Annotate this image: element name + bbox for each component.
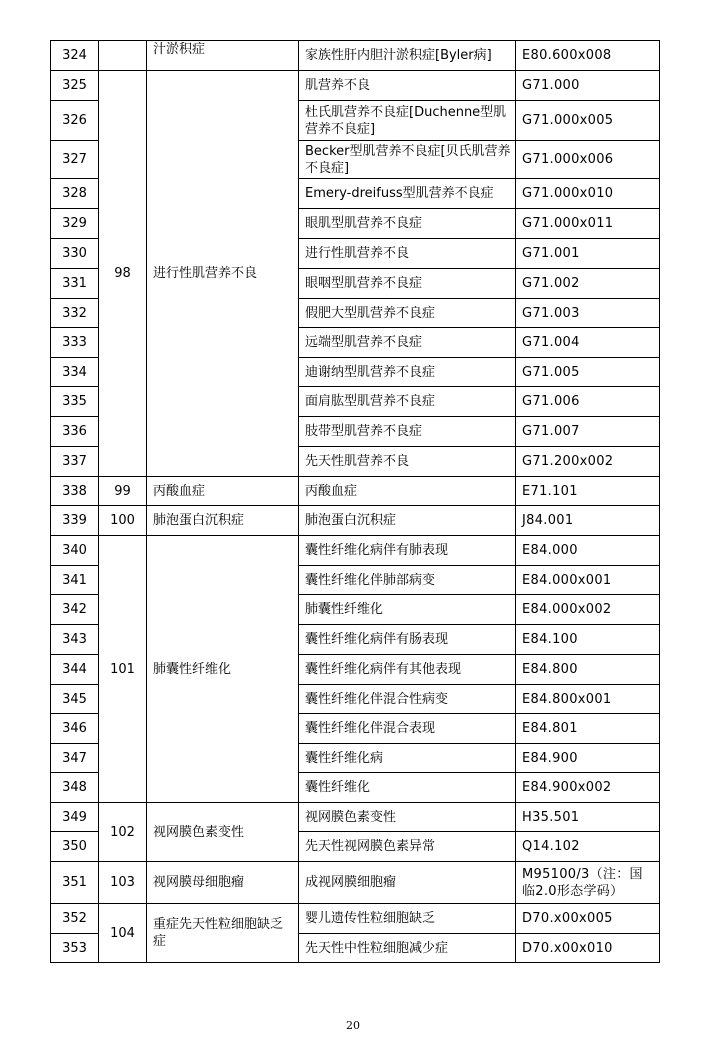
diagnosis-name: 眼肌型肌营养不良症 [299, 209, 516, 239]
diagnosis-name: 囊性纤维化 [299, 773, 516, 803]
diagnosis-code: G71.000x010 [516, 179, 660, 209]
diagnosis-name: 肺囊性纤维化 [299, 595, 516, 625]
diagnosis-code: E84.801 [516, 714, 660, 744]
diagnosis-name: 假肥大型肌营养不良症 [299, 299, 516, 328]
row-number: 338 [51, 477, 99, 506]
diagnosis-name: Becker型肌营养不良症[贝氏肌营养不良症] [299, 141, 516, 179]
group-number: 101 [99, 536, 147, 803]
row-number: 340 [51, 536, 99, 566]
diagnosis-name: 囊性纤维化病伴有其他表现 [299, 655, 516, 685]
row-number: 348 [51, 773, 99, 803]
diagnosis-name: 眼咽型肌营养不良症 [299, 269, 516, 299]
diagnosis-name: 囊性纤维化伴肺部病变 [299, 566, 516, 595]
diagnosis-code: G71.000x005 [516, 101, 660, 141]
row-number: 334 [51, 358, 99, 387]
row-number: 326 [51, 101, 99, 141]
diagnosis-name: 肌营养不良 [299, 71, 516, 101]
row-number: 347 [51, 744, 99, 773]
diagnosis-name: 杜氏肌营养不良症[Duchenne型肌营养不良症] [299, 101, 516, 141]
row-number: 333 [51, 328, 99, 358]
diagnosis-code: D70.x00x005 [516, 904, 660, 934]
diagnosis-name: 囊性纤维化病伴有肠表现 [299, 625, 516, 655]
group-name: 重症先天性粒细胞缺乏症 [147, 904, 299, 963]
group-number: 104 [99, 904, 147, 963]
diagnosis-name: 迪谢纳型肌营养不良症 [299, 358, 516, 387]
group-name: 丙酸血症 [147, 477, 299, 506]
group-name: 汁淤积症 [147, 41, 299, 71]
diagnosis-name: 囊性纤维化病 [299, 744, 516, 773]
row-number: 351 [51, 862, 99, 904]
diagnosis-name: 先天性视网膜色素异常 [299, 832, 516, 862]
row-number: 330 [51, 239, 99, 269]
diagnosis-code: G71.003 [516, 299, 660, 328]
group-number: 98 [99, 71, 147, 477]
page-number: 20 [346, 1019, 360, 1032]
diagnosis-code: G71.000 [516, 71, 660, 101]
row-number: 350 [51, 832, 99, 862]
diagnosis-code: G71.001 [516, 239, 660, 269]
diagnosis-code: E84.900 [516, 744, 660, 773]
row-number: 346 [51, 714, 99, 744]
diagnosis-code: G71.004 [516, 328, 660, 358]
row-number: 331 [51, 269, 99, 299]
diagnosis-name: 远端型肌营养不良症 [299, 328, 516, 358]
diagnosis-name: 囊性纤维化伴混合性病变 [299, 685, 516, 714]
group-name: 视网膜母细胞瘤 [147, 862, 299, 904]
diagnosis-code: E84.000 [516, 536, 660, 566]
group-name: 肺囊性纤维化 [147, 536, 299, 803]
diagnosis-code: E71.101 [516, 477, 660, 506]
diagnosis-code: D70.x00x010 [516, 934, 660, 963]
diagnosis-code: G71.002 [516, 269, 660, 299]
group-name: 肺泡蛋白沉积症 [147, 506, 299, 536]
diagnosis-code: G71.200x002 [516, 447, 660, 477]
diagnosis-code: G71.005 [516, 358, 660, 387]
group-name: 视网膜色素变性 [147, 803, 299, 862]
diagnosis-name: Emery-dreifuss型肌营养不良症 [299, 179, 516, 209]
row-number: 352 [51, 904, 99, 934]
diagnosis-name: 进行性肌营养不良 [299, 239, 516, 269]
diagnosis-name: 肢带型肌营养不良症 [299, 417, 516, 447]
row-number: 325 [51, 71, 99, 101]
row-number: 341 [51, 566, 99, 595]
row-number: 336 [51, 417, 99, 447]
row-number: 345 [51, 685, 99, 714]
diagnosis-name: 肺泡蛋白沉积症 [299, 506, 516, 536]
diagnosis-code: M95100/3（注：国临2.0形态学码） [516, 862, 660, 904]
row-number: 335 [51, 387, 99, 417]
diagnosis-name: 婴儿遗传性粒细胞缺乏 [299, 904, 516, 934]
diagnosis-name: 丙酸血症 [299, 477, 516, 506]
row-number: 337 [51, 447, 99, 477]
diagnosis-code: E84.900x002 [516, 773, 660, 803]
diagnosis-code: G71.000x006 [516, 141, 660, 179]
diagnosis-name: 面肩肱型肌营养不良症 [299, 387, 516, 417]
diagnosis-code: G71.000x011 [516, 209, 660, 239]
group-number: 99 [99, 477, 147, 506]
diagnosis-code: E80.600x008 [516, 41, 660, 71]
row-number: 344 [51, 655, 99, 685]
diagnosis-code: E84.800x001 [516, 685, 660, 714]
row-number: 342 [51, 595, 99, 625]
diagnosis-name: 先天性肌营养不良 [299, 447, 516, 477]
diagnosis-code: G71.006 [516, 387, 660, 417]
diagnosis-name: 囊性纤维化病伴有肺表现 [299, 536, 516, 566]
row-number: 327 [51, 141, 99, 179]
group-number [99, 41, 147, 71]
diagnosis-name: 成视网膜细胞瘤 [299, 862, 516, 904]
row-number: 339 [51, 506, 99, 536]
diagnosis-name: 家族性肝内胆汁淤积症[Byler病] [299, 41, 516, 71]
diagnosis-code: E84.000x002 [516, 595, 660, 625]
row-number: 329 [51, 209, 99, 239]
diagnosis-code: E84.800 [516, 655, 660, 685]
diagnosis-code: Q14.102 [516, 832, 660, 862]
diagnosis-code: J84.001 [516, 506, 660, 536]
group-number: 100 [99, 506, 147, 536]
row-number: 349 [51, 803, 99, 832]
group-number: 103 [99, 862, 147, 904]
diagnosis-code: E84.000x001 [516, 566, 660, 595]
diagnosis-name: 囊性纤维化伴混合表现 [299, 714, 516, 744]
disease-code-table [50, 40, 660, 963]
row-number: 328 [51, 179, 99, 209]
row-number: 353 [51, 934, 99, 963]
group-number: 102 [99, 803, 147, 862]
diagnosis-code: G71.007 [516, 417, 660, 447]
group-name: 进行性肌营养不良 [147, 71, 299, 477]
diagnosis-code: H35.501 [516, 803, 660, 832]
row-number: 332 [51, 299, 99, 328]
diagnosis-name: 视网膜色素变性 [299, 803, 516, 832]
row-number: 324 [51, 41, 99, 71]
row-number: 343 [51, 625, 99, 655]
diagnosis-name: 先天性中性粒细胞减少症 [299, 934, 516, 963]
diagnosis-code: E84.100 [516, 625, 660, 655]
